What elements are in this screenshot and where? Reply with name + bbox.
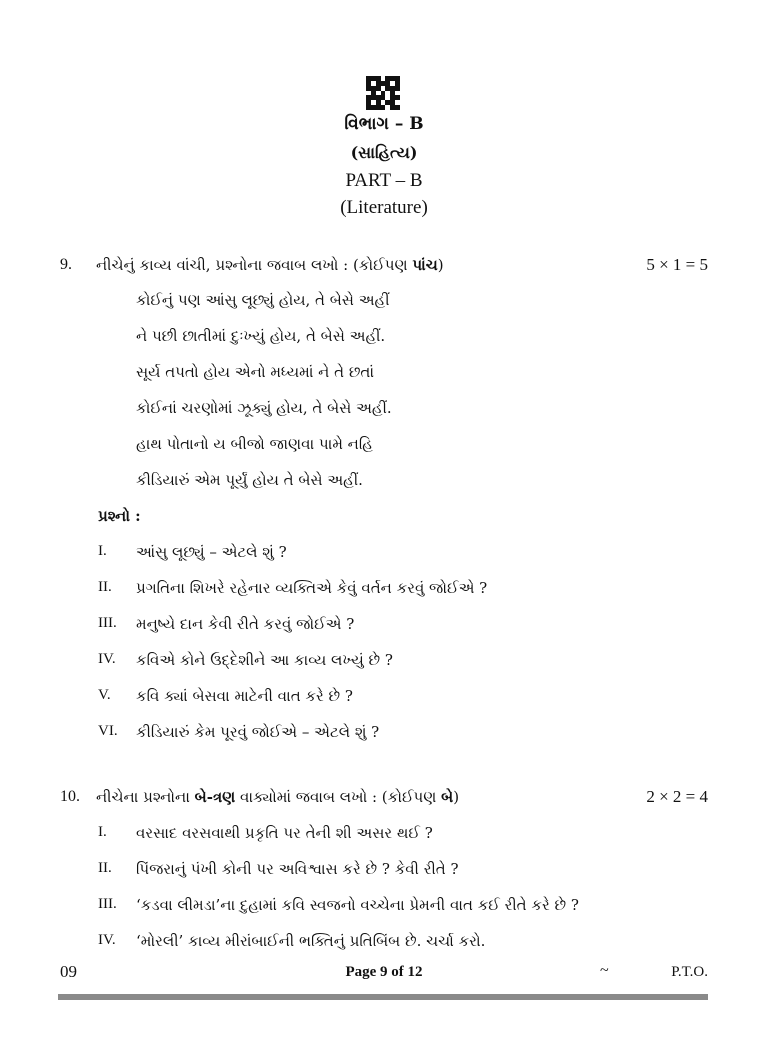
questions-heading: પ્રશ્નો : <box>98 507 141 525</box>
sub-question-text: કવિએ કોને ઉદ્દેશીને આ કાવ્ય લખ્યું છે ? <box>136 651 393 669</box>
instruction-text: નીચેનું કાવ્ય વાંચી, પ્રશ્નોના જવાબ લખો : (કોઈપણ <box>96 256 413 274</box>
sub-question-number: II. <box>98 860 112 876</box>
part-title: PART – B <box>345 170 423 191</box>
sub-question-number: I. <box>98 543 107 559</box>
paper-code: 09 <box>60 962 77 981</box>
sub-question-text: ‘કડવા લીમડા’ના દુહામાં કવિ સ્વજનો વચ્ચેના પ્રેમની વાત કઈ રીતે કરે છે ? <box>136 896 579 914</box>
question-number: 9. <box>60 256 72 273</box>
question-instruction <box>96 256 444 274</box>
question-marks: 5 × 1 = 5 <box>646 255 708 274</box>
question-instruction <box>96 788 459 806</box>
page-number: Page 9 of 12 <box>345 964 423 980</box>
qr-code <box>366 76 400 110</box>
sub-question-text: મનુષ્યે દાન કેવી રીતે કરવું જોઈએ ? <box>136 615 355 633</box>
instruction-emphasis: બે-ત્રણ <box>194 788 236 806</box>
sub-question-text: આંસુ લૂછ્યું – એટલે શું ? <box>136 543 287 561</box>
instruction-text: ) <box>437 256 444 274</box>
sub-question-text: વરસાદ વરસવાથી પ્રકૃતિ પર તેની શી અસર થઈ ? <box>136 824 433 842</box>
poem-line: સૂર્ય તપતો હોય એનો મધ્યમાં ને તે છતાં <box>136 363 375 381</box>
section-title-gujarati: વિભાગ – B <box>344 114 424 134</box>
poem-line: કોઈનાં ચરણોમાં ઝૂક્યું હોય, તે બેસે અહીં. <box>136 399 392 417</box>
sub-question-number: II. <box>98 579 112 595</box>
instruction-text: ) <box>453 788 460 806</box>
poem-line: ને પછી છાતીમાં દુઃખ્યું હોય, તે બેસે અહીં. <box>136 327 386 345</box>
poem-line: હાથ પોતાનો ય બીજો જાણવા પામે નહિ <box>136 435 373 453</box>
sub-question-number: III. <box>98 615 117 631</box>
poem-line: કીડિયારું એમ પૂર્યું હોય તે બેસે અહીં. <box>136 471 363 489</box>
sub-question-number: IV. <box>98 932 116 948</box>
sub-question-number: V. <box>98 687 111 703</box>
section-subtitle-gujarati: (સાહિત્ય) <box>350 143 418 162</box>
sub-question-text: ‘મોરલી’ કાવ્ય મીરાંબાઈની ભક્તિનું પ્રતિબિંબ છે. ચર્ચા કરો. <box>136 932 486 950</box>
sub-question-number: I. <box>98 824 107 840</box>
question-marks: 2 × 2 = 4 <box>646 787 708 806</box>
sub-question-text: પિંજરાનું પંખી કોની પર અવિશ્વાસ કરે છે ? કેવી રીતે ? <box>136 860 459 878</box>
poem-line: કોઈનું પણ આંસુ લૂછ્યું હોય, તે બેસે અહીં <box>136 291 390 309</box>
footer-rule <box>58 994 708 1000</box>
sub-question-number: VI. <box>98 723 118 739</box>
instruction-emphasis: પાંચ <box>412 256 438 274</box>
sub-question-text: કવિ ક્યાં બેસવા માટેની વાત કરે છે ? <box>136 687 353 705</box>
pto-label: P.T.O. <box>671 964 708 980</box>
sub-question-number: III. <box>98 896 117 912</box>
instruction-text: નીચેના પ્રશ્નોના <box>96 788 195 806</box>
question-number: 10. <box>60 788 80 805</box>
sub-question-text: પ્રગતિના શિખરે રહેનાર વ્યક્તિએ કેવું વર્તન કરવું જોઈએ ? <box>136 579 488 597</box>
tilde-mark: ~ <box>600 962 609 979</box>
sub-question-number: IV. <box>98 651 116 667</box>
instruction-text: વાક્યોમાં જવાબ લખો : (કોઈપણ <box>235 788 442 806</box>
sub-question-text: કીડિયારું કેમ પૂરવું જોઈએ – એટલે શું ? <box>136 723 380 741</box>
instruction-emphasis: બે <box>441 788 454 806</box>
literature-subtitle: (Literature) <box>340 197 428 218</box>
